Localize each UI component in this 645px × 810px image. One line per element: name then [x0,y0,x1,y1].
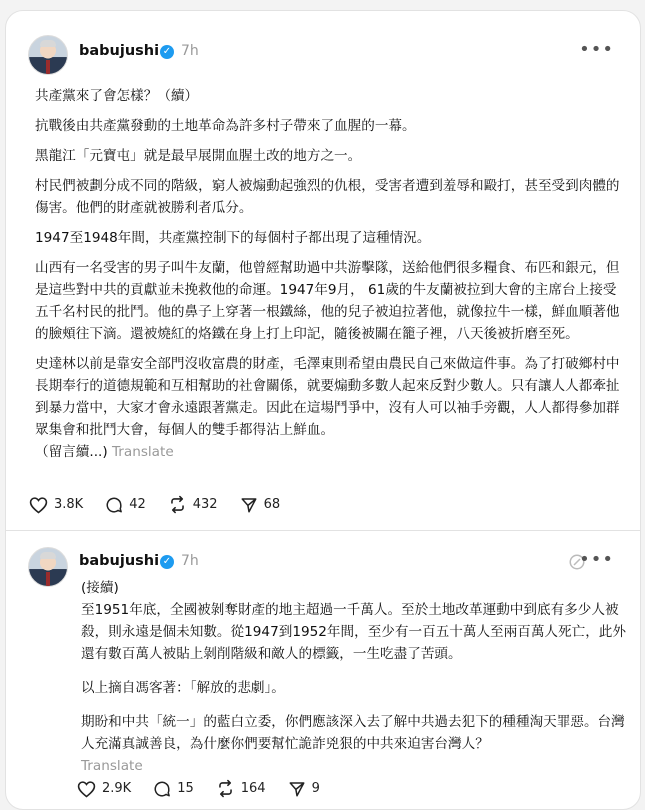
avatar[interactable] [28,35,68,75]
feed-card [5,10,641,810]
reply-count: 15 [177,781,194,796]
reply-button[interactable] [105,496,146,514]
paragraph: 山西有一名受害的男子叫牛友蘭，他曾經幫助過中共游擊隊，送給他們很多糧食、布匹和銀元，但是這些對中共的貢獻並未挽救他的命運。1947年9月， 61歲的牛友蘭被拉到大會的主席台上接受五千名村民的批鬥。他的鼻子上穿著一根鐵絲，他的兒子被迫拉著他，就像拉牛一樣，鮮血順著他的臉頰往下滴。還被燒紅的烙鐵在身上打上印記，隨後被關在籠子裡，八天後被折磨至死。 [35,260,620,342]
heart-icon [77,780,96,798]
send-icon [240,496,258,514]
post-time[interactable]: 7h [181,553,199,569]
paragraph: 至1951年底，全國被剝奪財產的地主超過一千萬人。至於土地改革運動中到底有多少人被殺，則永遠是個未知數。從1947到1952年間，至少有一百五十萬人至兩百萬人死亡，此外還有數百萬人被貼上剝削階級和敵人的標籤，一生吃盡了苦頭。 [81,602,626,662]
paragraph: 抗戰後由共產黨發動的土地革命為許多村子帶來了血腥的一幕。 [35,118,416,134]
post-divider [6,530,640,531]
continued-note: （留言續...) [35,444,108,460]
translate-link[interactable]: Translate [111,444,174,460]
repost-icon [168,495,187,514]
heart-icon [29,496,48,514]
send-icon [288,780,306,798]
share-button[interactable] [288,780,320,798]
post-body [35,85,625,463]
paragraph: 史達林以前是靠安全部門沒收富農的財產，毛澤東則希望由農民自己來做這件事。為了打破鄉村中長期奉行的道德規範和互相幫助的社會關係，就要煽動多數人起來反對少數人。只有讓人人都牽扯到暴力當中，大家才會永遠跟著黨走。因此在這場鬥爭中，沒有人可以袖手旁觀，人人都得參加群眾集會和批鬥大會，每個人的雙手都得沾上鮮血。 [35,356,620,438]
paragraph: 村民們被劃分成不同的階級，窮人被煽動起強烈的仇根，受害者遭到羞辱和毆打，甚至受到肉體的傷害。他們的財產就被勝利者瓜分。 [35,178,620,216]
avatar[interactable] [28,547,68,587]
reply-button[interactable] [153,780,194,798]
post-actions [77,779,342,798]
like-button[interactable] [77,780,131,798]
paragraph: 期盼和中共「統一」的藍白立委，你們應該深入去了解中共過去犯下的種種淘天罪惡。台灣人充滿真誠善良，為什麼你們要幫忙詭詐兇狠的中共來迫害台灣人？ [81,714,625,752]
paragraph: 1947至1948年間，共產黨控制下的每個村子都出現了這種情況。 [35,230,431,246]
translate-link[interactable]: Translate [81,758,143,774]
post-time[interactable]: 7h [181,43,199,59]
paragraph: 黑龍江「元寶屯」就是最早展開血腥土改的地方之一。 [35,148,362,164]
paragraph: (接續) [81,580,119,596]
username[interactable]: babujushi [79,553,160,569]
comment-icon [153,780,171,798]
repost-count: 432 [192,497,218,512]
reply-count: 42 [129,497,146,512]
username[interactable]: babujushi [79,43,160,59]
paragraph: 以上摘自馮客著：「解放的悲劇」。 [81,680,285,696]
avatar-tie [46,572,50,586]
comment-icon [105,496,123,514]
post-actions [29,495,302,514]
avatar-hair [40,40,56,47]
repost-icon [216,779,235,798]
verified-badge-icon: ✓ [160,555,174,569]
paragraph: 共產黨來了會怎樣？（續） [35,88,199,104]
repost-button[interactable] [168,495,218,514]
paragraph-last-line [35,441,625,463]
more-options-icon[interactable]: ••• [579,39,614,60]
like-button[interactable] [29,496,83,514]
share-count: 9 [311,781,320,796]
repost-count: 164 [240,781,266,796]
avatar-tie [46,60,50,74]
share-button[interactable] [240,496,281,514]
post-body [81,577,626,777]
like-count: 3.8K [54,497,84,512]
avatar-hair [40,552,56,559]
share-count: 68 [263,497,281,512]
more-options-icon[interactable]: ••• [579,549,614,570]
verified-badge-icon: ✓ [160,45,174,59]
repost-button[interactable] [216,779,266,798]
like-count: 2.9K [102,781,132,796]
